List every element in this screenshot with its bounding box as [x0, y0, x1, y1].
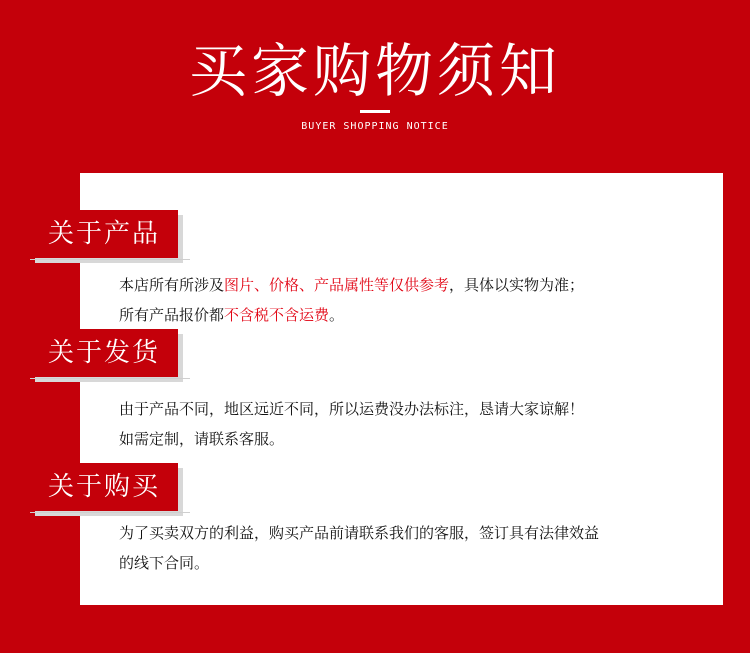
title-underline — [360, 110, 390, 113]
highlight-text: 图片、价格、产品属性等仅供参考 — [224, 276, 450, 294]
paragraph-line: 的线下合同。 — [119, 554, 210, 572]
text-span: 所有产品报价都 — [119, 306, 225, 324]
text-span: ，具体以实物为准； — [449, 276, 585, 294]
text-span: 。 — [329, 306, 345, 324]
section-product-text — [119, 270, 699, 330]
paragraph-line — [119, 270, 699, 300]
section-shipping-label: 关于发货 — [30, 329, 178, 377]
paragraph-line: 由于产品不同，地区远近不同，所以运费没办法标注，恳请大家谅解！ — [119, 400, 585, 418]
section-product-label: 关于产品 — [30, 210, 178, 258]
page-title: 买家购物须知 — [188, 37, 561, 105]
paragraph-line: 如需定制，请联系客服。 — [119, 430, 285, 448]
section-shipping-text — [119, 394, 699, 454]
section-divider — [30, 512, 190, 513]
text-span: 本店所有所涉及 — [119, 276, 225, 294]
highlight-text: 不含税不含运费 — [224, 306, 330, 324]
paragraph-line — [119, 300, 699, 330]
paragraph-line: 为了买卖双方的利益，购买产品前请联系我们的客服，签订具有法律效益 — [119, 524, 600, 542]
section-purchase-label: 关于购买 — [30, 463, 178, 511]
section-divider — [30, 259, 190, 260]
section-purchase-text — [119, 518, 699, 578]
section-divider — [30, 378, 190, 379]
page-subtitle: BUYER SHOPPING NOTICE — [301, 121, 449, 132]
